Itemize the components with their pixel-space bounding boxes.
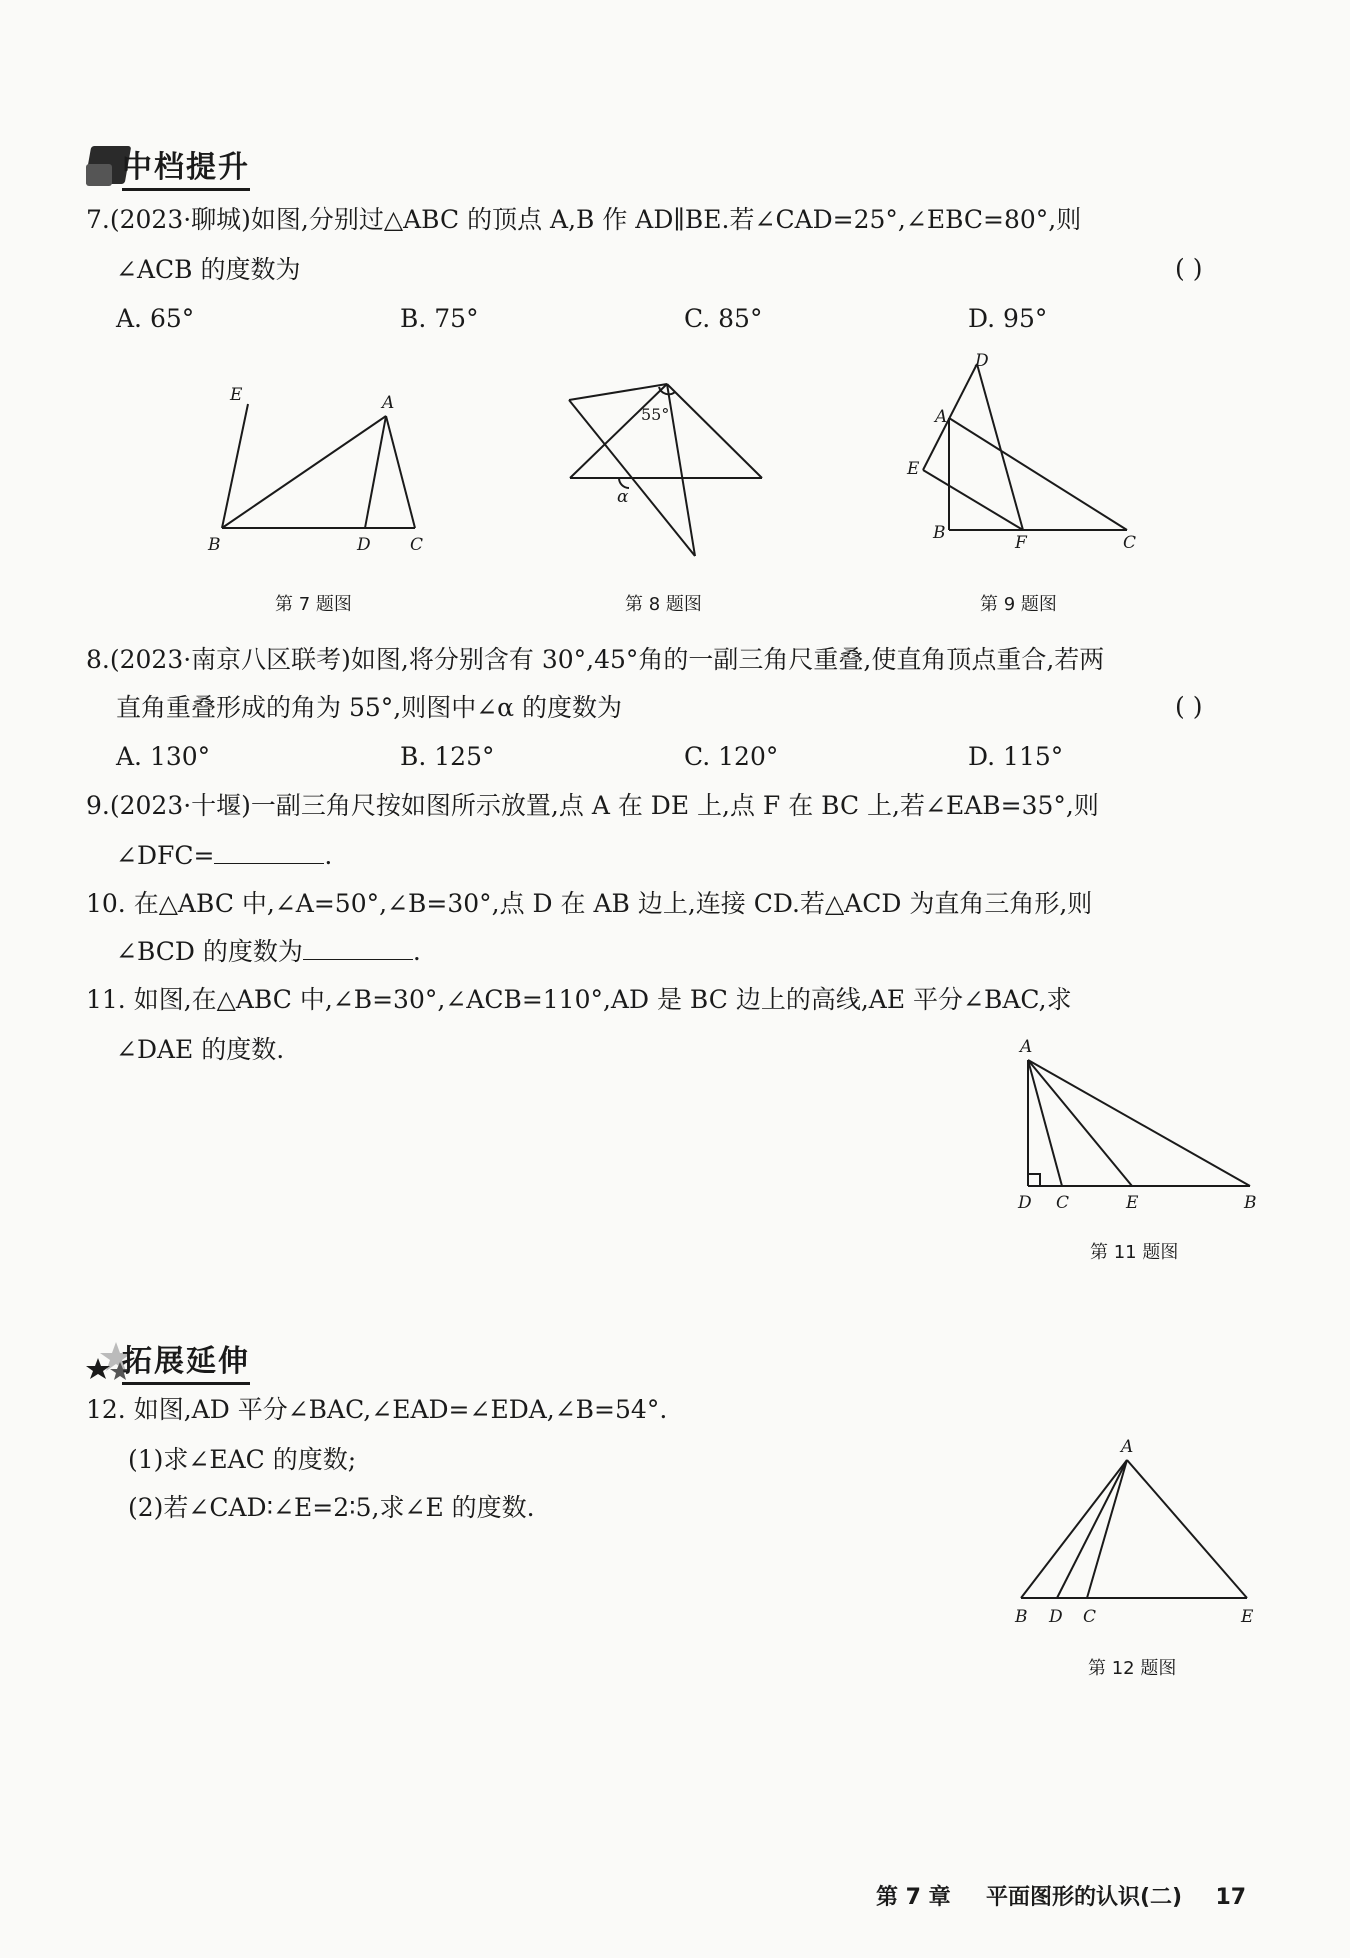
fig11-label-e: E — [1126, 1193, 1139, 1213]
fig8-caption: 第 8 题图 — [625, 594, 702, 615]
q10-prompt: ∠BCD 的度数为 — [116, 937, 303, 966]
q12-sub1: (1)求∠EAC 的度数; — [128, 1445, 357, 1474]
fig7-caption: 第 7 题图 — [275, 594, 352, 615]
fig12-label-c: C — [1083, 1607, 1097, 1627]
fig8-alpha-label: α — [617, 487, 629, 507]
fig9-label-e: E — [907, 459, 920, 479]
fig11-label-c: C — [1056, 1193, 1070, 1213]
q8-line1: 8.(2023·南京八区联考)如图,将分别含有 30°,45°角的一副三角尺重叠,使直角顶点重合,若两 — [86, 645, 1105, 674]
fig9-label-d: D — [975, 352, 989, 371]
q9-answer-blank[interactable] — [214, 841, 324, 864]
q11-line2: ∠DAE 的度数. — [116, 1035, 285, 1064]
footer-page-number: 17 — [1215, 1885, 1247, 1910]
footer-chapter: 第 7 章 — [876, 1885, 951, 1910]
section-title-ext: 拓展延伸 — [122, 1336, 250, 1385]
page-footer — [876, 1880, 1246, 1911]
q8-answer-paren: ( ) — [1175, 692, 1203, 721]
fig11-label-b: B — [1244, 1193, 1257, 1213]
q10-end: . — [412, 937, 421, 966]
q7-option-c: C. 85° — [684, 304, 763, 333]
q10-line2 — [116, 936, 421, 968]
q9-line1: 9.(2023·十堰)一副三角尺按如图所示放置,点 A 在 DE 上,点 F 在 BC 上,若∠EAB=35°,则 — [86, 791, 1099, 820]
figure-11 — [1010, 1034, 1270, 1214]
fig12-label-b: B — [1015, 1607, 1028, 1627]
fig9-label-f: F — [1015, 533, 1027, 553]
q8-option-c: C. 120° — [684, 742, 779, 771]
fig8-angle-label: 55° — [641, 405, 670, 424]
fig9-label-a: A — [935, 407, 948, 427]
q7-option-a: A. 65° — [116, 304, 195, 333]
q9-line2 — [116, 840, 332, 872]
section-header-ext — [86, 1336, 250, 1384]
fig11-caption: 第 11 题图 — [1090, 1242, 1179, 1263]
figure-7 — [200, 380, 440, 560]
fig12-label-d: D — [1049, 1607, 1063, 1627]
section-title-mid: 中档提升 — [122, 142, 250, 191]
fig12-label-a: A — [1121, 1437, 1134, 1457]
footer-title: 平面图形的认识(二) — [985, 1885, 1183, 1910]
fig7-label-a: A — [382, 393, 395, 413]
q12-line1: 12. 如图,AD 平分∠BAC,∠EAD=∠EDA,∠B=54°. — [86, 1395, 668, 1424]
q10-answer-blank[interactable] — [303, 937, 413, 960]
q7-option-b: B. 75° — [400, 304, 479, 333]
fig12-label-e: E — [1241, 1607, 1254, 1627]
q11-line1: 11. 如图,在△ABC 中,∠B=30°,∠ACB=110°,AD 是 BC 边上的高线,AE 平分∠BAC,求 — [86, 985, 1072, 1014]
figure-12 — [1005, 1430, 1270, 1630]
q12-sub2: (2)若∠CAD∶∠E=2∶5,求∠E 的度数. — [128, 1493, 535, 1522]
fig9-caption: 第 9 题图 — [980, 594, 1057, 615]
fig9-label-b: B — [933, 523, 946, 543]
fig7-label-b: B — [208, 535, 221, 555]
section-header-mid — [86, 142, 250, 190]
fig7-label-e: E — [230, 385, 243, 405]
fig9-label-c: C — [1123, 533, 1137, 553]
q7-line2: ∠ACB 的度数为 — [116, 255, 301, 284]
q8-option-d: D. 115° — [968, 742, 1064, 771]
q7-line1: 7.(2023·聊城)如图,分别过△ABC 的顶点 A,B 作 AD∥BE.若∠CAD=25°,∠EBC=80°,则 — [86, 205, 1082, 234]
fig12-caption: 第 12 题图 — [1088, 1658, 1177, 1679]
figure-8 — [555, 370, 775, 570]
fig11-label-d: D — [1018, 1193, 1032, 1213]
q8-option-a: A. 130° — [116, 742, 211, 771]
q8-line2: 直角重叠形成的角为 55°,则图中∠α 的度数为 — [116, 693, 622, 722]
fig7-label-c: C — [410, 535, 424, 555]
q9-end: . — [324, 841, 333, 870]
fig7-label-d: D — [357, 535, 371, 555]
q7-option-d: D. 95° — [968, 304, 1048, 333]
q10-line1: 10. 在△ABC 中,∠A=50°,∠B=30°,点 D 在 AB 边上,连接 CD.若△ACD 为直角三角形,则 — [86, 889, 1093, 918]
fig11-label-a: A — [1020, 1037, 1033, 1057]
figure-9 — [895, 352, 1145, 562]
q7-answer-paren: ( ) — [1175, 254, 1203, 283]
q8-option-b: B. 125° — [400, 742, 495, 771]
q9-prompt: ∠DFC= — [116, 841, 215, 870]
